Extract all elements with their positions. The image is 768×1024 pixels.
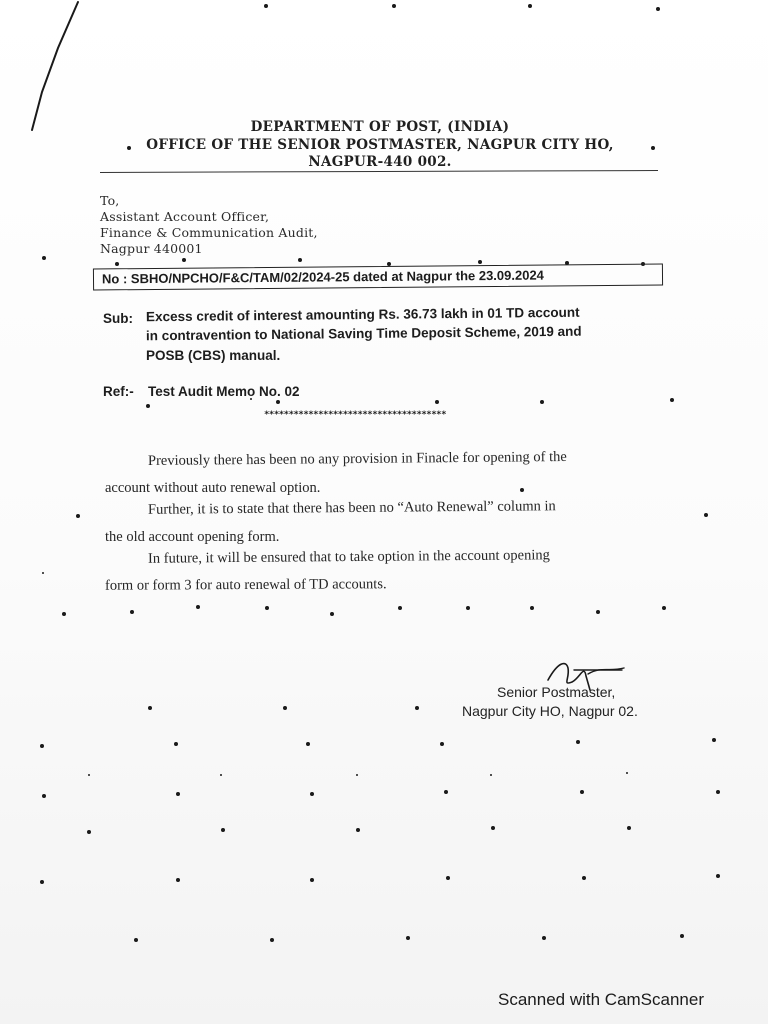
letterhead-office: OFFICE OF THE SENIOR POSTMASTER, NAGPUR CITY HO, — [146, 137, 614, 153]
addressee-city: Nagpur 440001 — [100, 241, 203, 256]
paragraph-1-line-1: Previously there has been no any provision in Finacle for opening of the — [147, 448, 567, 470]
paragraph-3-line-2: form or form 3 for auto renewal of TD accounts. — [104, 576, 387, 594]
subject-label: Sub: — [103, 311, 133, 326]
signatory-office: Nagpur City HO, Nagpur 02. — [462, 703, 638, 719]
subject-line-3: POSB (CBS) manual. — [146, 348, 281, 363]
camscanner-watermark: Scanned with CamScanner — [498, 990, 705, 1009]
addressee-office: Finance & Communication Audit, — [100, 225, 318, 240]
reference-text: Test Audit Memo No. 02 — [148, 384, 300, 399]
paragraph-2-line-1: Further, it is to state that there has been no “Auto Renewal” column in — [147, 498, 556, 518]
separator-stars: ************************************* — [264, 410, 446, 420]
subject-line-2: in contravention to National Saving Time Deposit Scheme, 2019 and — [145, 323, 582, 344]
paragraph-3-line-1: In future, it will be ensured that to take option in the account opening — [147, 547, 550, 567]
letterhead-department: DEPARTMENT OF POST, (INDIA) — [250, 119, 510, 135]
letter-number: No : SBHO/NPCHO/F&C/TAM/02/2024-25 dated at Nagpur the 23.09.2024 — [101, 267, 544, 287]
addressee-salutation: To, — [100, 193, 120, 208]
reference-label: Ref:- — [103, 384, 134, 399]
letterhead-city: NAGPUR-440 002. — [308, 154, 452, 170]
addressee-designation: Assistant Account Officer, — [100, 209, 270, 224]
signatory-title: Senior Postmaster, — [497, 684, 616, 700]
paragraph-1-line-2: account without auto renewal option. — [105, 480, 321, 496]
subject-line-1: Excess credit of interest amounting Rs. 36.73 lakh in 01 TD account — [145, 304, 580, 325]
paragraph-2-line-2: the old account opening form. — [105, 529, 280, 545]
